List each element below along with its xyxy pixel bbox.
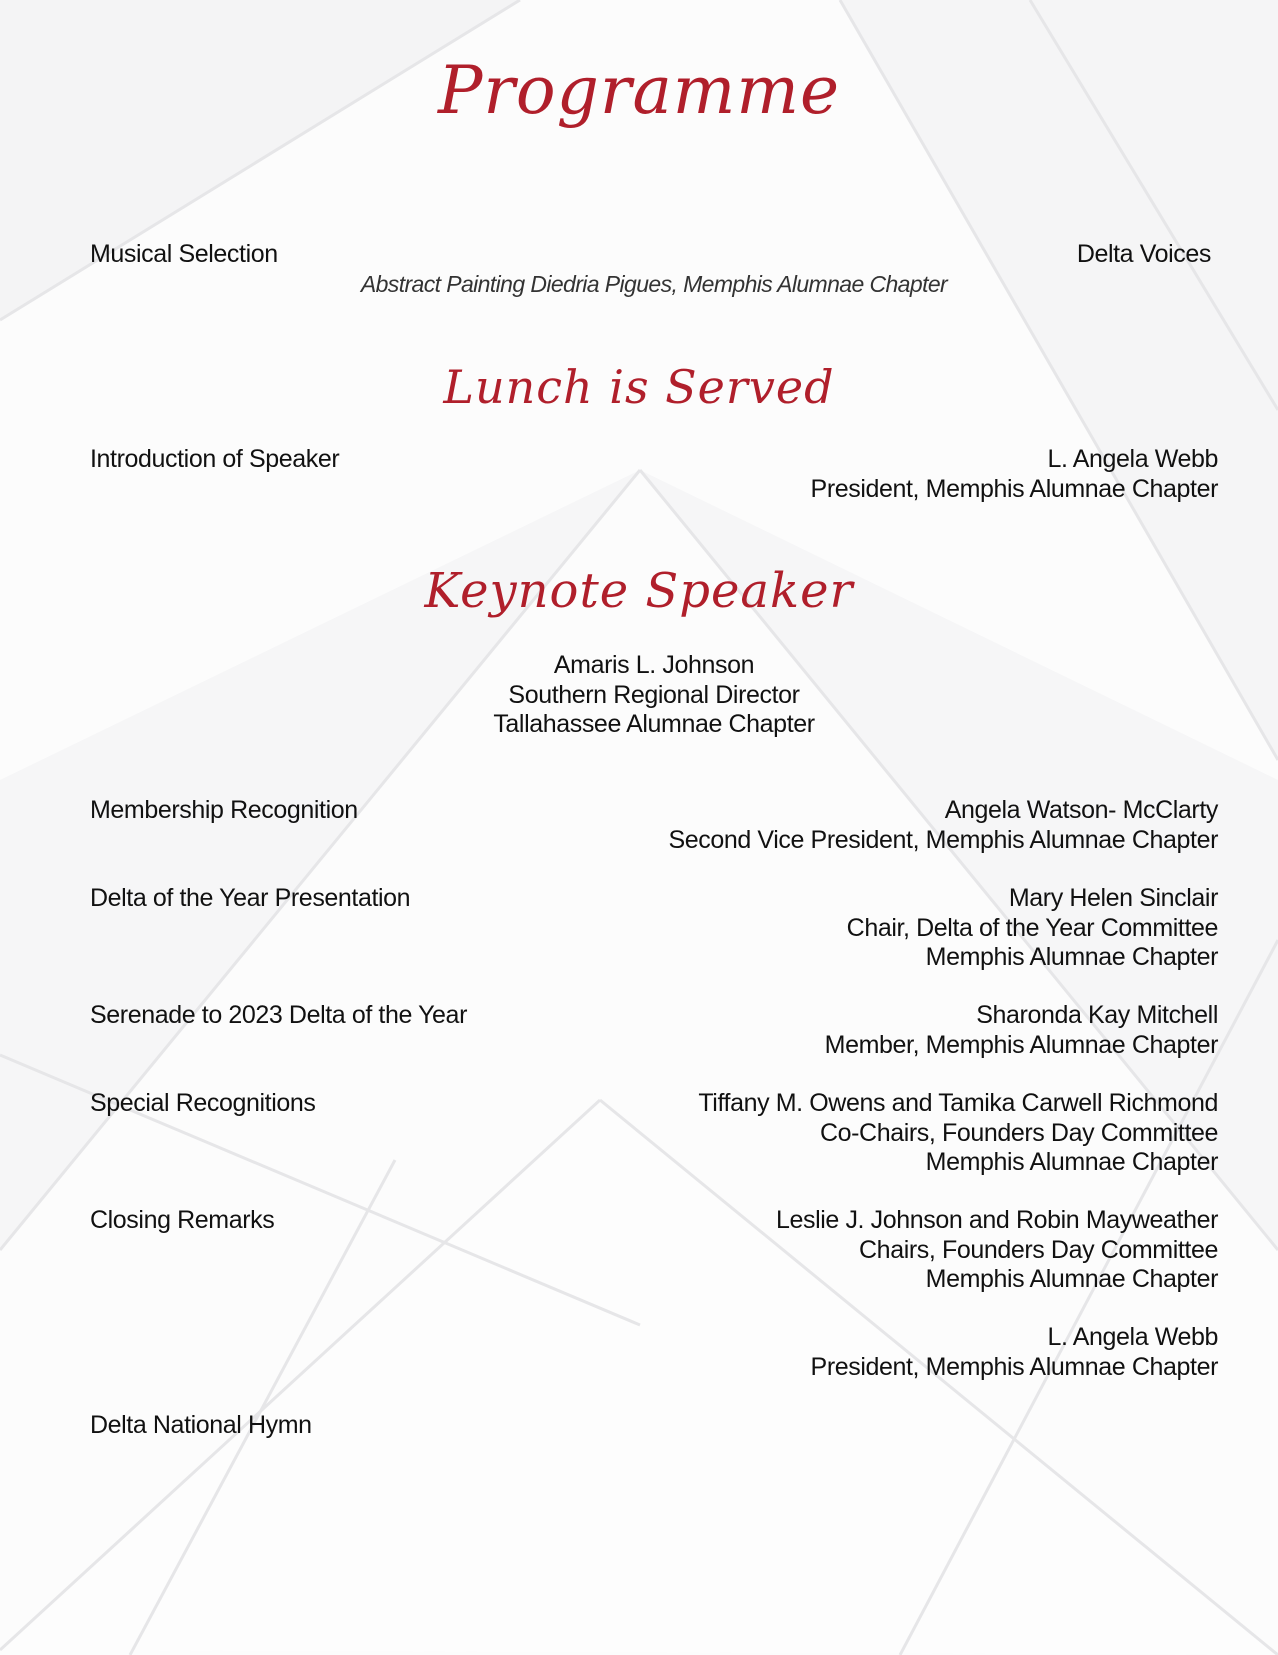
presenter-line: Tiffany M. Owens and Tamika Carwell Richmond (698, 1089, 1218, 1117)
program-item-label: Delta of the Year Presentation (90, 884, 411, 912)
keynote-title: Southern Regional Director (508, 680, 800, 709)
presenter-line: Memphis Alumnae Chapter (925, 1148, 1218, 1176)
presenter-line: Mary Helen Sinclair (1008, 884, 1218, 912)
presenter-line: Leslie J. Johnson and Robin Mayweather (775, 1206, 1218, 1234)
program-item-presenter (847, 884, 1218, 973)
programme-heading: Programme (437, 52, 841, 129)
presenter-line: Chairs, Founders Day Committee (859, 1235, 1218, 1264)
lunch-heading: Lunch is Served (443, 360, 835, 414)
program-item-label: Serenade to 2023 Delta of the Year (90, 1001, 467, 1029)
presenter-name: L. Angela Webb (1047, 445, 1218, 473)
program-item-presenter (811, 1323, 1218, 1382)
program-item-presenter (825, 1001, 1218, 1060)
introduction-label: Introduction of Speaker (90, 445, 340, 473)
program-item-label: Special Recognitions (90, 1089, 316, 1117)
keynote-name: Amaris L. Johnson (553, 651, 755, 679)
presenter-line: Memphis Alumnae Chapter (925, 1265, 1218, 1293)
keynote-speaker-block (0, 651, 1278, 740)
program-item-presenter (668, 796, 1218, 855)
presenter-title: President, Memphis Alumnae Chapter (810, 474, 1218, 503)
presenter-line: L. Angela Webb (1047, 1323, 1218, 1351)
presenter-line: Angela Watson- McClarty (944, 796, 1218, 824)
presenter-line: President, Memphis Alumnae Chapter (810, 1352, 1218, 1381)
presenter-line: Second Vice President, Memphis Alumnae Chapter (668, 825, 1218, 854)
presenter-line: Member, Memphis Alumnae Chapter (824, 1030, 1218, 1059)
presenter-line: Chair, Delta of the Year Committee (846, 913, 1218, 942)
painting-caption: Abstract Painting Diedria Pigues, Memphis Alumnae Chapter (360, 271, 948, 297)
delta-voices-performer: Delta Voices (1076, 240, 1211, 268)
introduction-presenter (811, 445, 1218, 504)
keynote-heading: Keynote Speaker (424, 563, 854, 619)
presenter-line: Sharonda Kay Mitchell (976, 1001, 1218, 1029)
presenter-line: Memphis Alumnae Chapter (925, 943, 1218, 971)
program-item-presenter (698, 1089, 1218, 1178)
program-item-label: Membership Recognition (90, 796, 358, 824)
musical-selection-label: Musical Selection (90, 240, 278, 268)
keynote-chapter: Tallahassee Alumnae Chapter (493, 710, 815, 738)
program-item-label: Delta National Hymn (90, 1411, 312, 1439)
program-item-label: Closing Remarks (90, 1206, 275, 1234)
presenter-line: Co-Chairs, Founders Day Committee (819, 1118, 1218, 1147)
program-item-presenter (776, 1206, 1218, 1295)
